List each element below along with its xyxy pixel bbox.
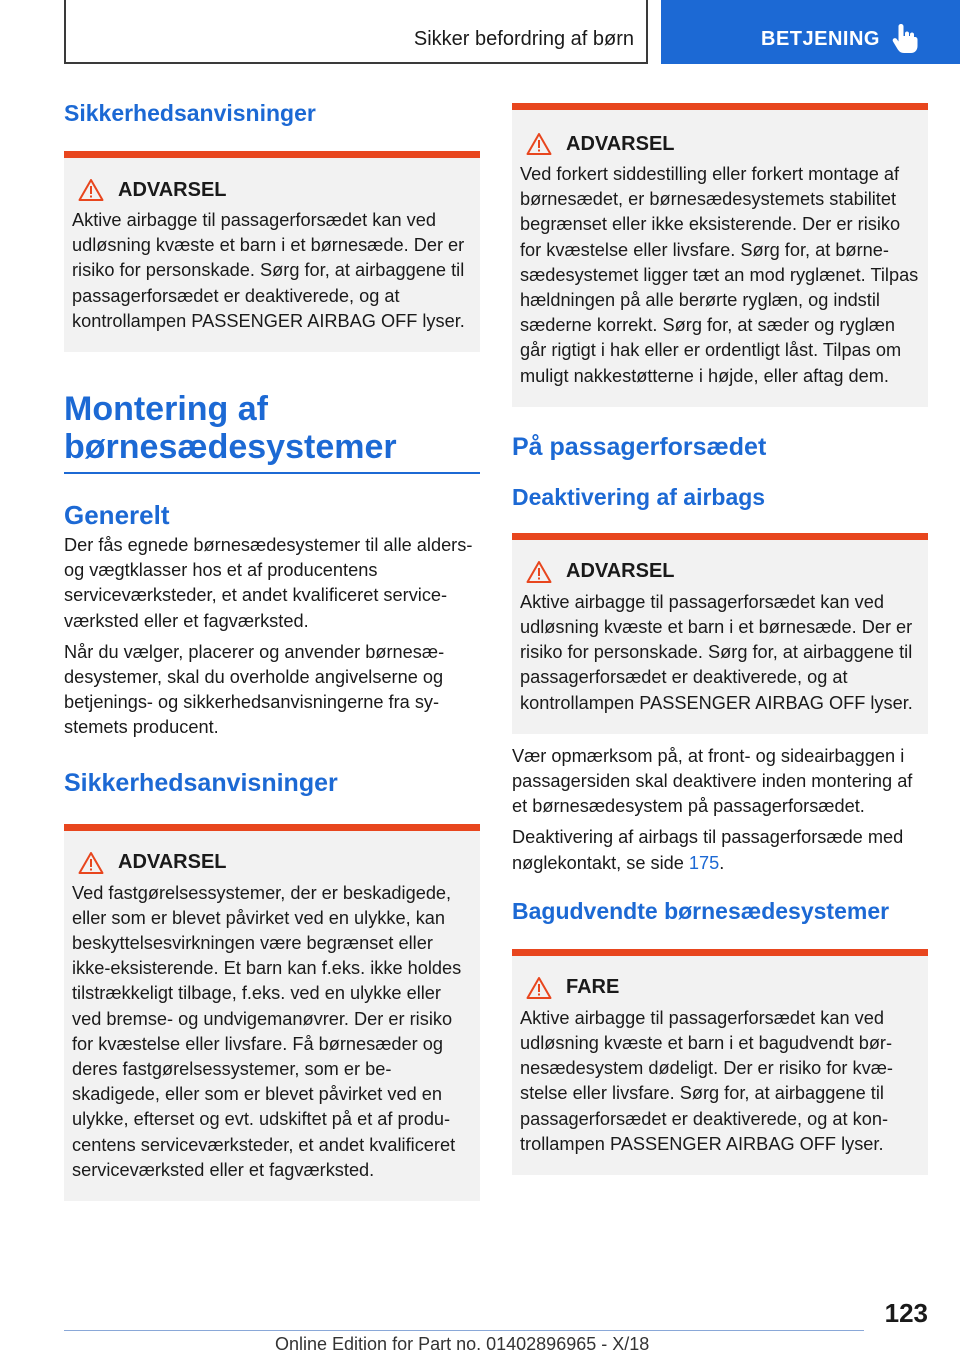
warning-label: ADVARSEL — [566, 132, 675, 155]
main-heading: Montering af børnesædesystemer — [64, 390, 397, 467]
warning-text: Ved fastgørelsessystemer, der er beskadigede, eller som er blevet påvirket ved en ulykke, kan beskyttelsesvirkningen være begrænset eller ikke-eksisterende. Et barn kan f.eks. ikke holdes tilstrækkeligt tilbage, f.eks. ved en ulykke eller ved bremse- og undvigemanøvrer. Der er risiko for kvæstelse eller livsfare. Få børnesæder og deres fastgørelsessystemer, som er beskadigede, eller som er blevet påvirket ved en ulykke, efterset og evt. udskiftet på et af producentens serviceværksteder, et andet kvalificeret serviceværksted eller et fagværksted. — [72, 882, 462, 1180]
warning-title — [520, 132, 920, 156]
page-link[interactable]: 175 — [688, 852, 720, 873]
section-heading: Sikkerhedsanvisninger — [64, 100, 316, 126]
paragraph: Vær opmærksom på, at front- og sideairbaggen i passagersiden skal deaktivere inden montering af et børnesædesystem på passagerforsædet. — [512, 745, 913, 817]
right-column — [512, 103, 928, 1175]
danger-label: FARE — [566, 976, 620, 999]
hand-pointer-icon — [890, 22, 920, 56]
warning-text: Aktive airbagge til passagerforsædet kan ved udløsning kvæste et barn i et børnesæde. Der er risiko for personskade. Sørg for, at airbaggene til passagerforsædet er deaktiverede, og at kontrollampen PASSENGER AIRBAG OFF lyser. — [520, 591, 913, 713]
page-number: 123 — [884, 1298, 928, 1328]
warning-box — [64, 151, 480, 352]
warning-label: ADVARSEL — [566, 560, 675, 583]
paragraph: Når du vælger, placerer og anvender børnesædesystemer, skal du overholde angivelserne og betjenings- og sikkerhedsanvisningerne fra systemets producent. — [64, 641, 445, 738]
paragraph-text: Deaktivering af airbags til passagerforsæde med nøglekontakt, se side — [512, 827, 904, 873]
paragraph — [512, 825, 928, 875]
warning-label: ADVARSEL — [118, 851, 227, 874]
warning-triangle-icon — [526, 132, 552, 156]
warning-box — [512, 103, 928, 407]
warning-box — [64, 824, 480, 1201]
warning-triangle-icon — [526, 560, 552, 584]
sub-heading: Deaktivering af airbags — [512, 483, 766, 510]
main-heading-block — [64, 390, 480, 474]
sub-heading: Bagudvendte børnesædesystemer — [512, 897, 890, 924]
section-heading: Sikkerhedsanvisninger — [64, 768, 338, 797]
section-heading: På passagerforsædet — [512, 432, 767, 461]
footer-edition: Online Edition for Part no. 01402896965 - X/18 — [275, 1334, 650, 1354]
header-section-title: Sikker befordring af børn — [413, 28, 634, 50]
paragraph-end: . — [719, 852, 725, 873]
paragraph: Der fås egnede børnesædesystemer til alle alders- og vægtklasser hos et af producentens serviceværksteder, et andet kvalificeret serviceværksted eller et fagværksted. — [64, 535, 473, 631]
danger-title — [520, 976, 920, 1000]
warning-title — [72, 178, 472, 202]
warning-triangle-icon — [78, 851, 104, 875]
danger-text: Aktive airbagge til passagerforsædet kan ved udløsning kvæste et barn i et bagudvendt børnesædesystem dødeligt. Der er risiko for kvæstelse eller livsfare. Sørg for, at airbaggene til passagerforsædet er deaktiverede, og at kontrollampen PASSENGER AIRBAG OFF lyser. — [520, 1007, 893, 1154]
footer-divider — [64, 1330, 864, 1331]
header-tab-label: BETJENING — [761, 28, 880, 50]
warning-text: Aktive airbagge til passagerforsædet kan ved udløsning kvæste et barn i et børnesæde. Der er risiko for personskade. Sørg for, at airbaggene til passagerforsædet er deaktiverede, og at kontrollampen PASSENGER AIRBAG OFF lyser. — [72, 210, 465, 331]
warning-title — [520, 560, 920, 584]
danger-box — [512, 949, 928, 1175]
warning-title — [72, 851, 472, 875]
warning-triangle-icon — [526, 976, 552, 1000]
sub-heading: Generelt — [64, 500, 170, 531]
warning-label: ADVARSEL — [118, 178, 227, 201]
warning-box — [512, 533, 928, 734]
warning-text: Ved forkert siddestilling eller forkert montage af børnesædet, er børnesædesystemets stabilitet begrænset eller ikke eksisterende. Der er risiko for kvæstelse eller livsfare. Sørg for, at børnesædesystemet ligger tæt an mod ryglænet. Tilpas hældningen på alle berørte ryglæn, og indstil sæderne korrekt. Sørg for, at sæder og ryglæn går rigtigt i hak eller er ordentligt låst. Tilpas om muligt nakkestøtterne i højde, eller aftag dem. — [520, 164, 919, 386]
warning-triangle-icon — [78, 178, 104, 202]
header-section-box — [64, 0, 648, 64]
left-column — [64, 100, 480, 1201]
